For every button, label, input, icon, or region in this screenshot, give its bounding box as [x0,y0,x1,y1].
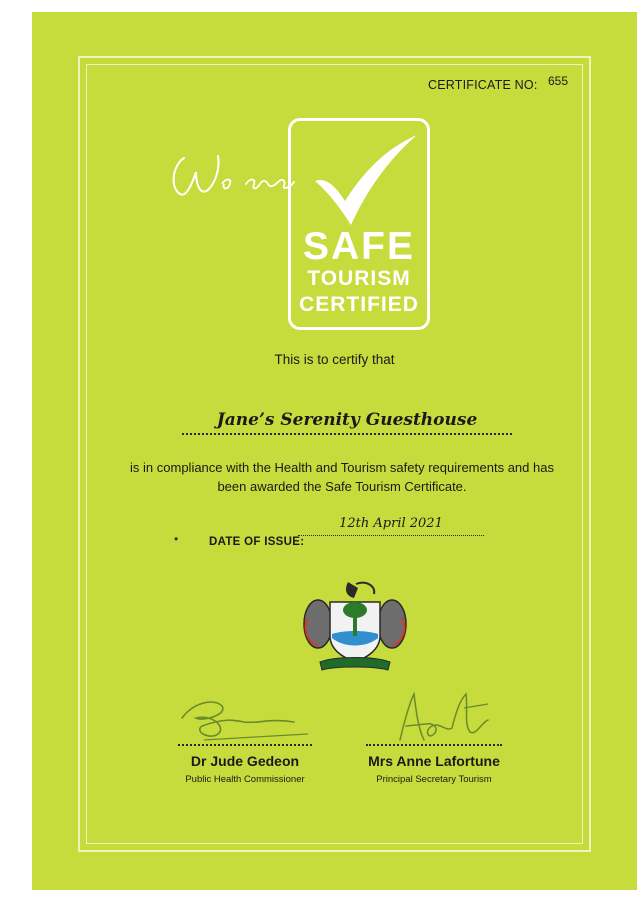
signatory-title-1: Public Health Commissioner [185,774,305,785]
coat-of-arms-emblem [296,578,414,678]
signature-line-1 [178,744,312,746]
compliance-statement: is in compliance with the Health and Tourism safety requirements and has been awarded the Safe Tourism Certificate. [130,460,554,494]
certify-statement: This is to certify that [274,352,395,367]
certificate-number-label: CERTIFICATE NO: [428,78,538,92]
certificate-sheet [32,12,637,890]
signatory-name-2: Mrs Anne Lafortune [368,753,500,769]
badge-tourism-text: TOURISM [307,267,411,290]
signature-lafortune [370,682,500,752]
signatory-name-1: Dr Jude Gedeon [190,753,300,769]
badge-safe-text: SAFE [302,225,415,268]
recipient-name: Jane’s Serenity Guesthouse [182,410,512,435]
certificate-number: 655 [548,74,569,88]
signature-gedeon [174,688,314,748]
signature-line-2 [366,744,502,746]
checkmark-icon [301,129,423,235]
date-of-issue-label: DATE OF ISSUE: [209,536,305,548]
signatory-title-2: Principal Secretary Tourism [376,774,492,785]
badge-certified-text: CERTIFIED [299,293,419,316]
bullet-mark: • [174,532,179,546]
date-of-issue-value: 12th April 2021 [298,516,484,536]
safe-tourism-badge [288,118,430,330]
